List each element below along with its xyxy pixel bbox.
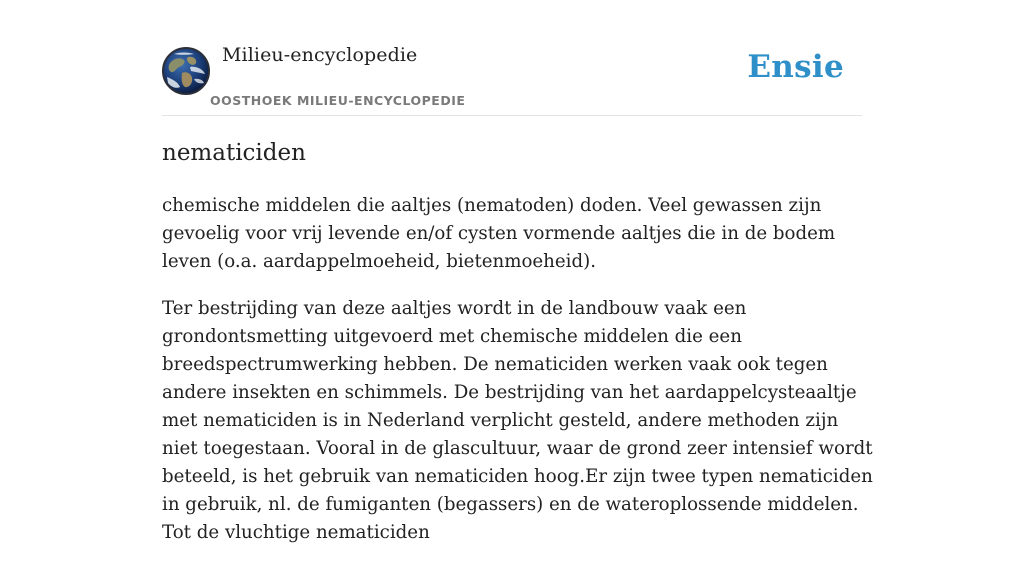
entry-paragraph: chemische middelen die aaltjes (nematoden) doden. Veel gewassen zijn gevoelig voor vrij levende en/of cysten vormende aaltjes die in de bodem leven (o.a. aardappelmoeheid, bietenmoeheid).	[162, 195, 836, 272]
site-header	[162, 0, 862, 116]
brand-logo[interactable]: Ensie	[747, 49, 844, 85]
globe-icon[interactable]	[162, 47, 210, 95]
globe-icon-graphic	[164, 49, 208, 93]
entry-body	[162, 192, 874, 566]
content-container	[162, 0, 873, 543]
entry-title: nematiciden	[162, 140, 306, 166]
site-title[interactable]: Milieu-encyclopedie	[222, 44, 418, 66]
entry-paragraph: Ter bestrijding van deze aaltjes wordt in de landbouw vaak een grondontsmetting uitgevoerd met chemische middelen die een breedspectrumwerking hebben. De nematiciden werken vaak ook tegen andere insekten en schimmels. De bestrijding van het aardappelcysteaaltje met nematiciden is in Nederland verplicht gesteld, andere methoden zijn niet toegestaan. Vooral in de glascultuur, waar de grond zeer intensief wordt beteeld, is het gebruik van nematiciden hoog.Er zijn twee typen nematiciden in gebruik, nl. de fumiganten (begassers) en de wateroplossende middelen. Tot de vluchtige nematiciden	[162, 298, 873, 543]
site-subtitle[interactable]: OOSTHOEK MILIEU-ENCYCLOPEDIE	[210, 93, 466, 108]
